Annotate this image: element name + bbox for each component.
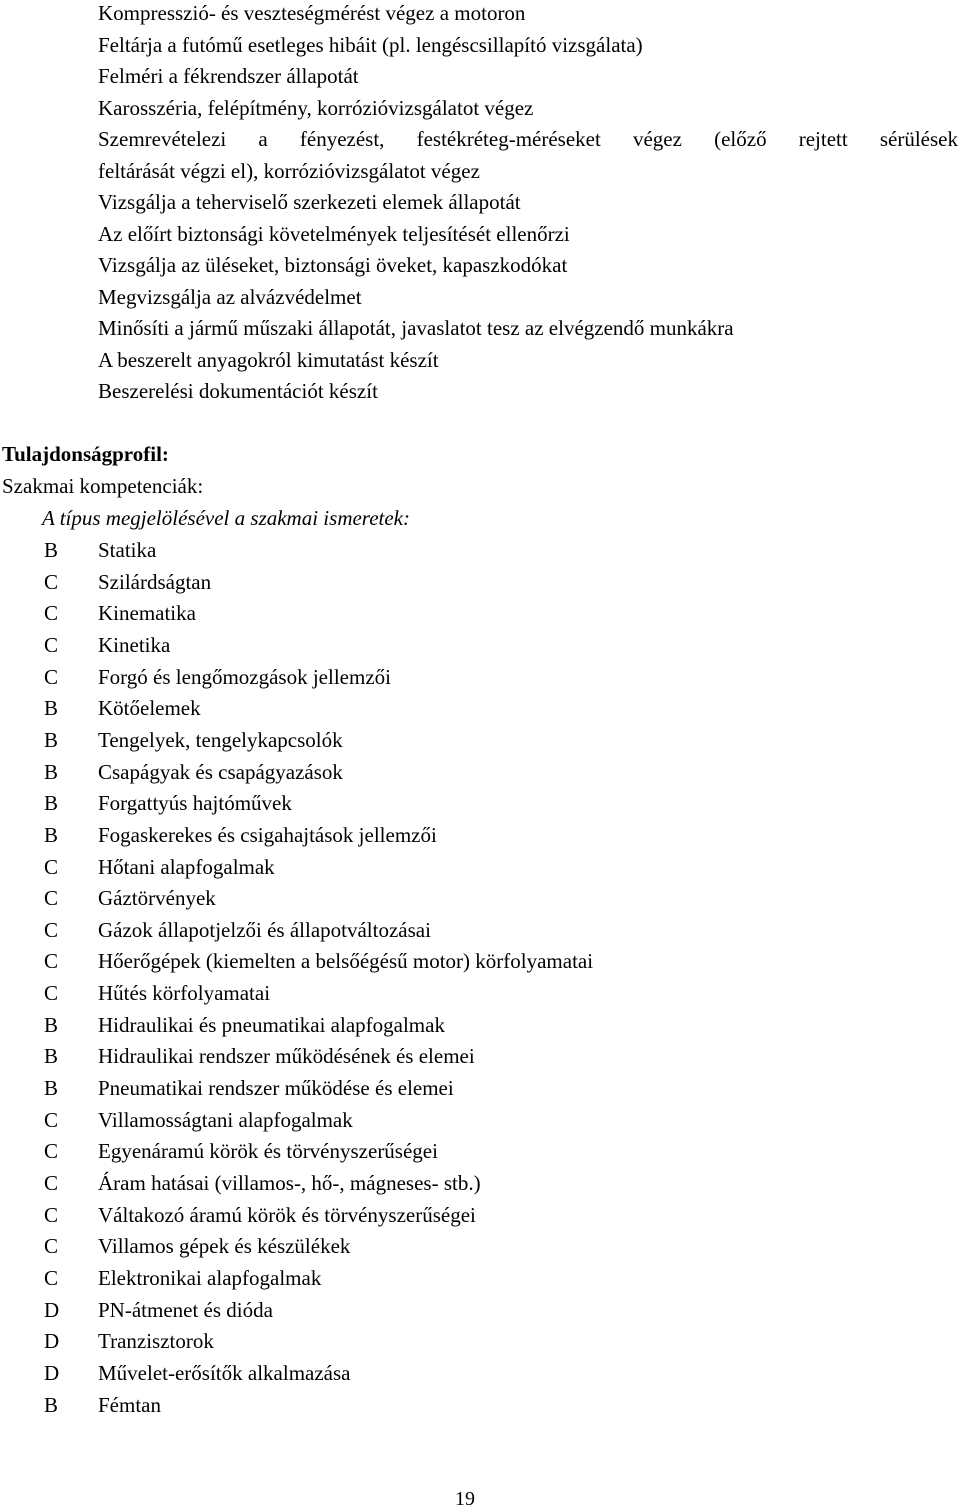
competency-text: Hőerőgépek (kiemelten a belsőégésű motor) körfolyamatai [98, 949, 594, 974]
competency-text: Statika [98, 538, 157, 562]
type-legend-label: A típus megjelölésével a szakmai ismeretek: [42, 506, 410, 530]
competency-text: Művelet-erősítők alkalmazása [98, 1360, 351, 1385]
competency-type: C [44, 632, 59, 657]
competency-type: D [44, 1329, 60, 1354]
competency-row [0, 1168, 900, 1200]
task-line: A beszerelt anyagokról kimutatást készít [98, 347, 439, 372]
competency-row [0, 1200, 900, 1232]
competency-text: Tranzisztorok [98, 1329, 214, 1354]
competency-text: Gáztörvények [98, 886, 216, 911]
competency-row [0, 693, 900, 725]
competency-type: B [44, 1076, 59, 1101]
competency-text: Villamosságtani alapfogalmak [98, 1107, 353, 1132]
competency-type: B [44, 791, 59, 816]
competency-type: C [44, 1234, 59, 1259]
competency-text: Váltakozó áramú körök és törvényszerűségei [98, 1202, 476, 1227]
competency-text: Hőtani alapfogalmak [98, 854, 275, 879]
competency-row [0, 1010, 900, 1042]
competency-type: B [44, 538, 59, 562]
competency-type: C [44, 1265, 59, 1290]
task-line: Szemrevételezi a fényezést, festékréteg-méréseket végez (előző rejtett sérülések [98, 127, 958, 151]
task-line: Beszerelési dokumentációt készít [98, 379, 378, 403]
competency-text: Hidraulikai és pneumatikai alapfogalmak [98, 1012, 445, 1037]
page-number: 19 [455, 1488, 475, 1510]
competency-type: B [44, 727, 59, 752]
competency-row [0, 883, 900, 915]
competency-type: D [44, 1297, 60, 1322]
competency-text: Gázok állapotjelzői és állapotváltozásai [98, 917, 431, 942]
competency-type: C [44, 981, 59, 1006]
section-heading: Tulajdonságprofil: [2, 442, 169, 466]
competency-type: C [44, 1171, 59, 1195]
competency-row [0, 1136, 900, 1168]
competency-type: C [44, 886, 59, 911]
competency-text: Tengelyek, tengelykapcsolók [98, 727, 343, 752]
competency-row [0, 852, 900, 884]
competency-text: Kinetika [98, 632, 171, 657]
competency-text: Áram hatásai (villamos-, hő-, mágneses- stb.) [98, 1171, 481, 1195]
competency-text: Kötőelemek [98, 696, 201, 721]
competency-row [0, 1263, 900, 1295]
competency-row [0, 1231, 900, 1263]
subsection-heading: Szakmai kompetenciák: [2, 474, 204, 498]
competency-row [0, 567, 900, 599]
competency-text: Pneumatikai rendszer működése és elemei [98, 1076, 454, 1101]
task-line: Az előírt biztonsági követelmények teljesítését ellenőrzi [98, 221, 570, 246]
task-line: Karosszéria, felépítmény, korrózióvizsgálatot végez [98, 95, 534, 120]
competency-row [0, 598, 900, 630]
competency-text: Hűtés körfolyamatai [98, 981, 271, 1006]
competency-type: C [44, 1107, 59, 1132]
competency-row [0, 662, 900, 694]
competency-text: Kinematika [98, 601, 196, 626]
competency-text: PN-átmenet és dióda [98, 1297, 273, 1322]
competency-text: Hidraulikai rendszer működésének és elemei [98, 1044, 475, 1069]
competency-row [0, 757, 900, 789]
competency-type: C [44, 1202, 59, 1227]
competency-row [0, 978, 900, 1010]
competency-type: B [44, 696, 59, 721]
competency-row [0, 915, 900, 947]
competency-text: Szilárdságtan [98, 569, 212, 594]
competency-text: Elektronikai alapfogalmak [98, 1265, 322, 1290]
competency-text: Egyenáramú körök és törvényszerűségei [98, 1139, 438, 1164]
competency-text: Csapágyak és csapágyazások [98, 759, 343, 784]
task-line: Kompresszió- és veszteségmérést végez a motoron [98, 1, 526, 25]
competency-type: B [44, 822, 59, 847]
competency-type: C [44, 949, 59, 974]
competency-row [0, 630, 900, 662]
competency-text: Forgó és lengőmozgások jellemzői [98, 664, 391, 689]
competency-row [0, 1326, 900, 1358]
competency-type: B [44, 1044, 59, 1069]
competency-type: B [44, 759, 59, 784]
competency-type: C [44, 569, 59, 594]
competency-type: D [44, 1360, 60, 1385]
competency-row [0, 1295, 900, 1327]
competency-type: C [44, 917, 59, 942]
competency-row [0, 725, 900, 757]
competency-row [0, 1358, 900, 1390]
competency-type: C [44, 1139, 59, 1164]
competency-text: Forgattyús hajtóművek [98, 791, 292, 816]
competency-row [0, 1041, 900, 1073]
competency-row [0, 820, 900, 852]
competency-type: C [44, 601, 59, 626]
task-line: feltárását végzi el), korrózióvizsgálatot végez [98, 158, 480, 183]
competency-type: B [44, 1012, 59, 1037]
competency-text: Fogaskerekes és csigahajtások jellemzői [98, 822, 437, 847]
competency-row [0, 1105, 900, 1137]
competency-type: B [44, 1392, 59, 1417]
task-line: Felméri a fékrendszer állapotát [98, 64, 359, 88]
competency-type: C [44, 664, 59, 689]
task-line: Minősíti a jármű műszaki állapotát, javaslatot tesz az elvégzendő munkákra [98, 316, 734, 340]
competency-row [0, 1390, 900, 1422]
task-line: Feltárja a futómű esetleges hibáit (pl. lengéscsillapító vizsgálata) [98, 32, 643, 57]
competency-type: C [44, 854, 59, 879]
task-line: Vizsgálja az üléseket, biztonsági öveket, kapaszkodókat [98, 253, 568, 277]
task-line: Vizsgálja a teherviselő szerkezeti elemek állapotát [98, 190, 521, 214]
competency-row [0, 788, 900, 820]
competency-row [0, 535, 900, 567]
competency-text: Villamos gépek és készülékek [98, 1234, 351, 1259]
competency-row [0, 946, 900, 978]
competency-row [0, 1073, 900, 1105]
task-line: Megvizsgálja az alvázvédelmet [98, 284, 362, 309]
competency-text: Fémtan [98, 1392, 161, 1417]
